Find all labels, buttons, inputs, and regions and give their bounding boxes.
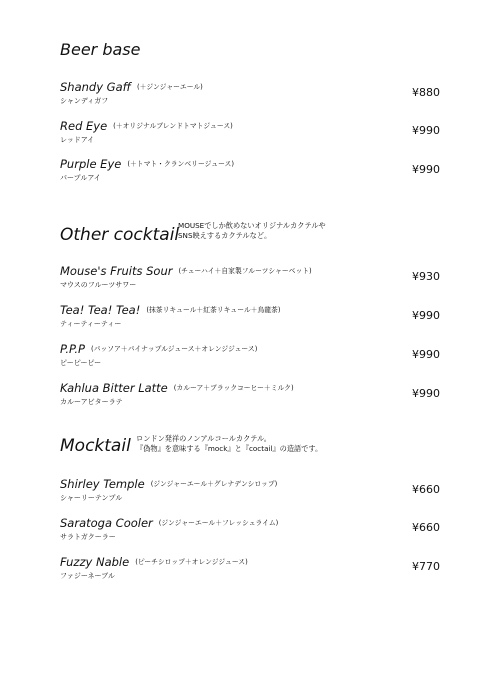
- menu-item-shandy-gaff: [60, 80, 203, 106]
- item-price: ¥990: [412, 163, 440, 176]
- item-name: Fuzzy Nable: [60, 555, 130, 569]
- menu-item-saratoga-cooler: [60, 516, 278, 542]
- item-price: ¥990: [412, 124, 440, 137]
- item-price: ¥990: [412, 387, 440, 400]
- item-ingredients: (チューハイ＋自家製フルーツシャーベット): [178, 267, 312, 275]
- item-ingredients: (ジンジャーエール＋グレナデンシロップ): [150, 480, 278, 488]
- menu-item-fuzzy-nable: [60, 555, 248, 581]
- item-name: Tea! Tea! Tea!: [60, 303, 141, 317]
- item-price: ¥990: [412, 309, 440, 322]
- item-ingredients: (ピーチシロップ＋オレンジジュース): [135, 558, 248, 566]
- item-kana: シャーリーテンプル: [60, 494, 123, 502]
- item-name: Purple Eye: [60, 157, 122, 171]
- item-price: ¥930: [412, 270, 440, 283]
- item-kana: カルーアビターラテ: [60, 398, 123, 406]
- item-kana: サラトガクーラー: [60, 533, 116, 541]
- item-kana: ファジーネーブル: [60, 572, 115, 580]
- item-name: Kahlua Bitter Latte: [60, 381, 168, 395]
- item-name: Mouse's Fruits Sour: [60, 264, 173, 278]
- item-name: Saratoga Cooler: [60, 516, 153, 530]
- menu-item-tea-tea-tea: [60, 303, 281, 329]
- section-title-beer-base: Beer base: [60, 40, 141, 59]
- menu-item-kahlua-bitter-latte: [60, 381, 294, 407]
- item-ingredients: (カルーア＋ブラックコーヒー＋ミルク): [173, 384, 294, 392]
- item-name: Red Eye: [60, 119, 108, 133]
- item-kana: ピーピーピー: [60, 359, 102, 367]
- item-name: Shandy Gaff: [60, 80, 131, 94]
- item-kana: シャンディガフ: [60, 97, 109, 105]
- item-kana: パープルアイ: [60, 174, 101, 182]
- item-price: ¥660: [412, 521, 440, 534]
- item-price: ¥880: [412, 86, 440, 99]
- menu-item-purple-eye: [60, 157, 234, 183]
- item-price: ¥660: [412, 483, 440, 496]
- item-kana: マウスのフルーツサワー: [60, 281, 137, 289]
- item-kana: レッドアイ: [60, 136, 95, 144]
- item-ingredients: (抹茶リキュール＋紅茶リキュール＋烏龍茶): [146, 306, 281, 314]
- item-kana: ティーティーティー: [60, 320, 122, 328]
- menu-item-mouses-fruits-sour: [60, 264, 312, 290]
- item-ingredients: (＋ジンジャーエール): [136, 83, 203, 91]
- section-description: ロンドン発祥のノンアルコールカクテル。 『偽物』を意味する『mock』と『coctail』の造語です。: [136, 434, 323, 453]
- item-name: Shirley Temple: [60, 477, 145, 491]
- item-name: P.P.P: [60, 342, 85, 356]
- section-description: MOUSEでしか飲めないオリジナルカクテルや SNS映えするカクテルなど。: [178, 221, 326, 240]
- menu-item-shirley-temple: [60, 477, 277, 503]
- item-ingredients: (＋トマト・クランベリージュース): [127, 160, 234, 168]
- item-ingredients: (＋オリジナルブレンドトマトジュース): [113, 122, 233, 130]
- item-price: ¥770: [412, 560, 440, 573]
- menu-item-ppp: [60, 342, 257, 368]
- menu-item-red-eye: [60, 119, 233, 145]
- item-price: ¥990: [412, 348, 440, 361]
- section-title-mocktail: Mocktail: [60, 436, 131, 456]
- section-title-other-cocktail: Other cocktail: [60, 225, 180, 245]
- item-ingredients: (ジンジャーエール＋フレッシュライム): [158, 519, 279, 527]
- item-ingredients: (パッソア＋パイナップルジュース＋オレンジジュース): [90, 345, 258, 353]
